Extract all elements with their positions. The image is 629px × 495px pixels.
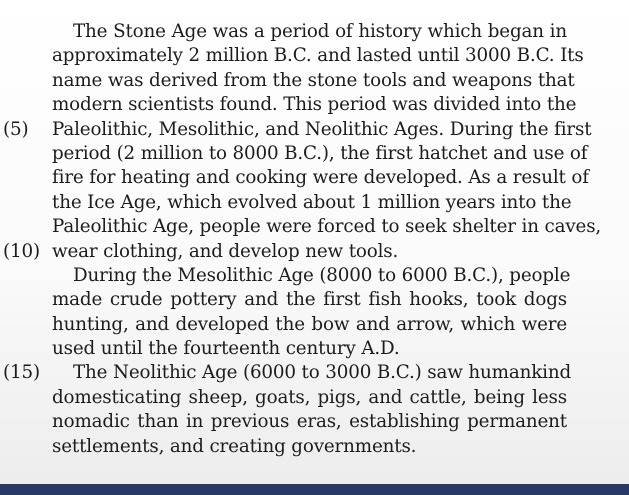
line-text: wear clothing, and develop new tools. [52,240,399,262]
line-number: (10) [3,240,40,262]
line-text: name was derived from the stone tools and weapons that [52,69,575,91]
passage-line [0,166,629,190]
passage-line [0,337,629,361]
passage-line [0,313,629,337]
line-text: During the Mesolithic Age (8000 to 6000 B.C.), people [73,264,571,286]
line-text: The Neolithic Age (6000 to 3000 B.C.) saw humankind [73,362,572,384]
passage [0,20,629,459]
passage-line [0,142,629,166]
passage-line [0,386,629,410]
line-number: (5) [3,118,29,140]
line-text: The Stone Age was a period of history which began in [73,21,567,42]
passage-line [0,191,629,215]
passage-line [0,215,629,239]
line-text: used until the fourteenth century A.D. [52,338,400,360]
passage-line [0,410,629,434]
passage-line [0,435,629,459]
passage-line [0,93,629,117]
passage-line [0,69,629,93]
passage-line [0,288,629,312]
line-text: modern scientists found. This period was divided into the [52,94,577,116]
line-text: made crude pottery and the first fish hooks, took dogs [52,289,567,311]
line-number: (15) [3,362,40,384]
passage-line [0,361,629,385]
passage-line [0,20,629,44]
line-text: nomadic than in previous eras, establishing permanent [52,411,567,433]
line-text: Paleolithic Age, people were forced to seek shelter in caves, [52,216,602,238]
passage-line [0,44,629,68]
passage-line [0,118,629,142]
line-text: hunting, and developed the bow and arrow, which were [52,313,567,335]
line-text: settlements, and creating governments. [52,435,417,457]
line-text: Paleolithic, Mesolithic, and Neolithic Ages. During the first [52,118,592,140]
line-text: period (2 million to 8000 B.C.), the first hatchet and use of [52,142,588,164]
line-text: fire for heating and cooking were developed. As a result of [52,167,589,189]
passage-line [0,264,629,288]
line-text: domesticating sheep, goats, pigs, and cattle, being less [52,386,567,408]
bottom-bar [0,484,629,495]
line-text: approximately 2 million B.C. and lasted until 3000 B.C. Its [52,45,584,67]
line-text: the Ice Age, which evolved about 1 million years into the [52,191,572,213]
passage-line [0,240,629,264]
